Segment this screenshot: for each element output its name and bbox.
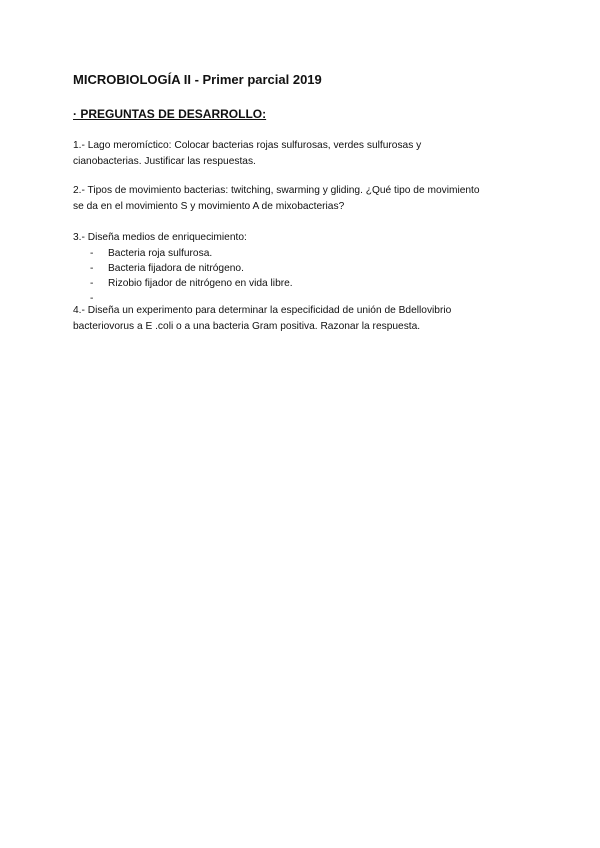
question-line: 4.- Diseña un experimento para determinar la especificidad de unión de Bdellovibrio [73,305,452,316]
document-title: MICROBIOLOGÍA II - Primer parcial 2019 [73,72,322,87]
bullet-dash: - [90,248,94,259]
list-item [73,246,533,261]
bullet-dash: - [90,293,94,304]
bullet-dash: - [90,278,94,289]
question-line: 3.- Diseña medios de enriquecimiento: [73,232,247,243]
list-item-text: Bacteria fijadora de nitrógeno. [108,263,244,274]
list-item-text: Bacteria roja sulfurosa. [108,248,213,259]
bullet-dash: - [90,263,94,274]
question-1 [73,138,533,170]
question-line: bacteriovorus a E .coli o a una bacteria Gram positiva. Razonar la respuesta. [73,321,421,332]
question-line: 2.- Tipos de movimiento bacterias: twitching, swarming y gliding. ¿Qué tipo de movimiento [73,185,480,196]
section-heading: · PREGUNTAS DE DESARROLLO: [73,107,267,121]
list-item [73,261,533,276]
question-line: se da en el movimiento S y movimiento A de mixobacterias? [73,201,345,212]
list-item [73,276,533,291]
question-line: cianobacterias. Justificar las respuestas. [73,156,256,167]
question-2 [73,183,533,215]
question-3 [73,230,533,306]
question-4 [73,303,533,335]
question-line: 1.- Lago meromíctico: Colocar bacterias rojas sulfurosas, verdes sulfurosas y [73,140,422,151]
list-item-text: Rizobio fijador de nitrógeno en vida libre. [108,278,293,289]
